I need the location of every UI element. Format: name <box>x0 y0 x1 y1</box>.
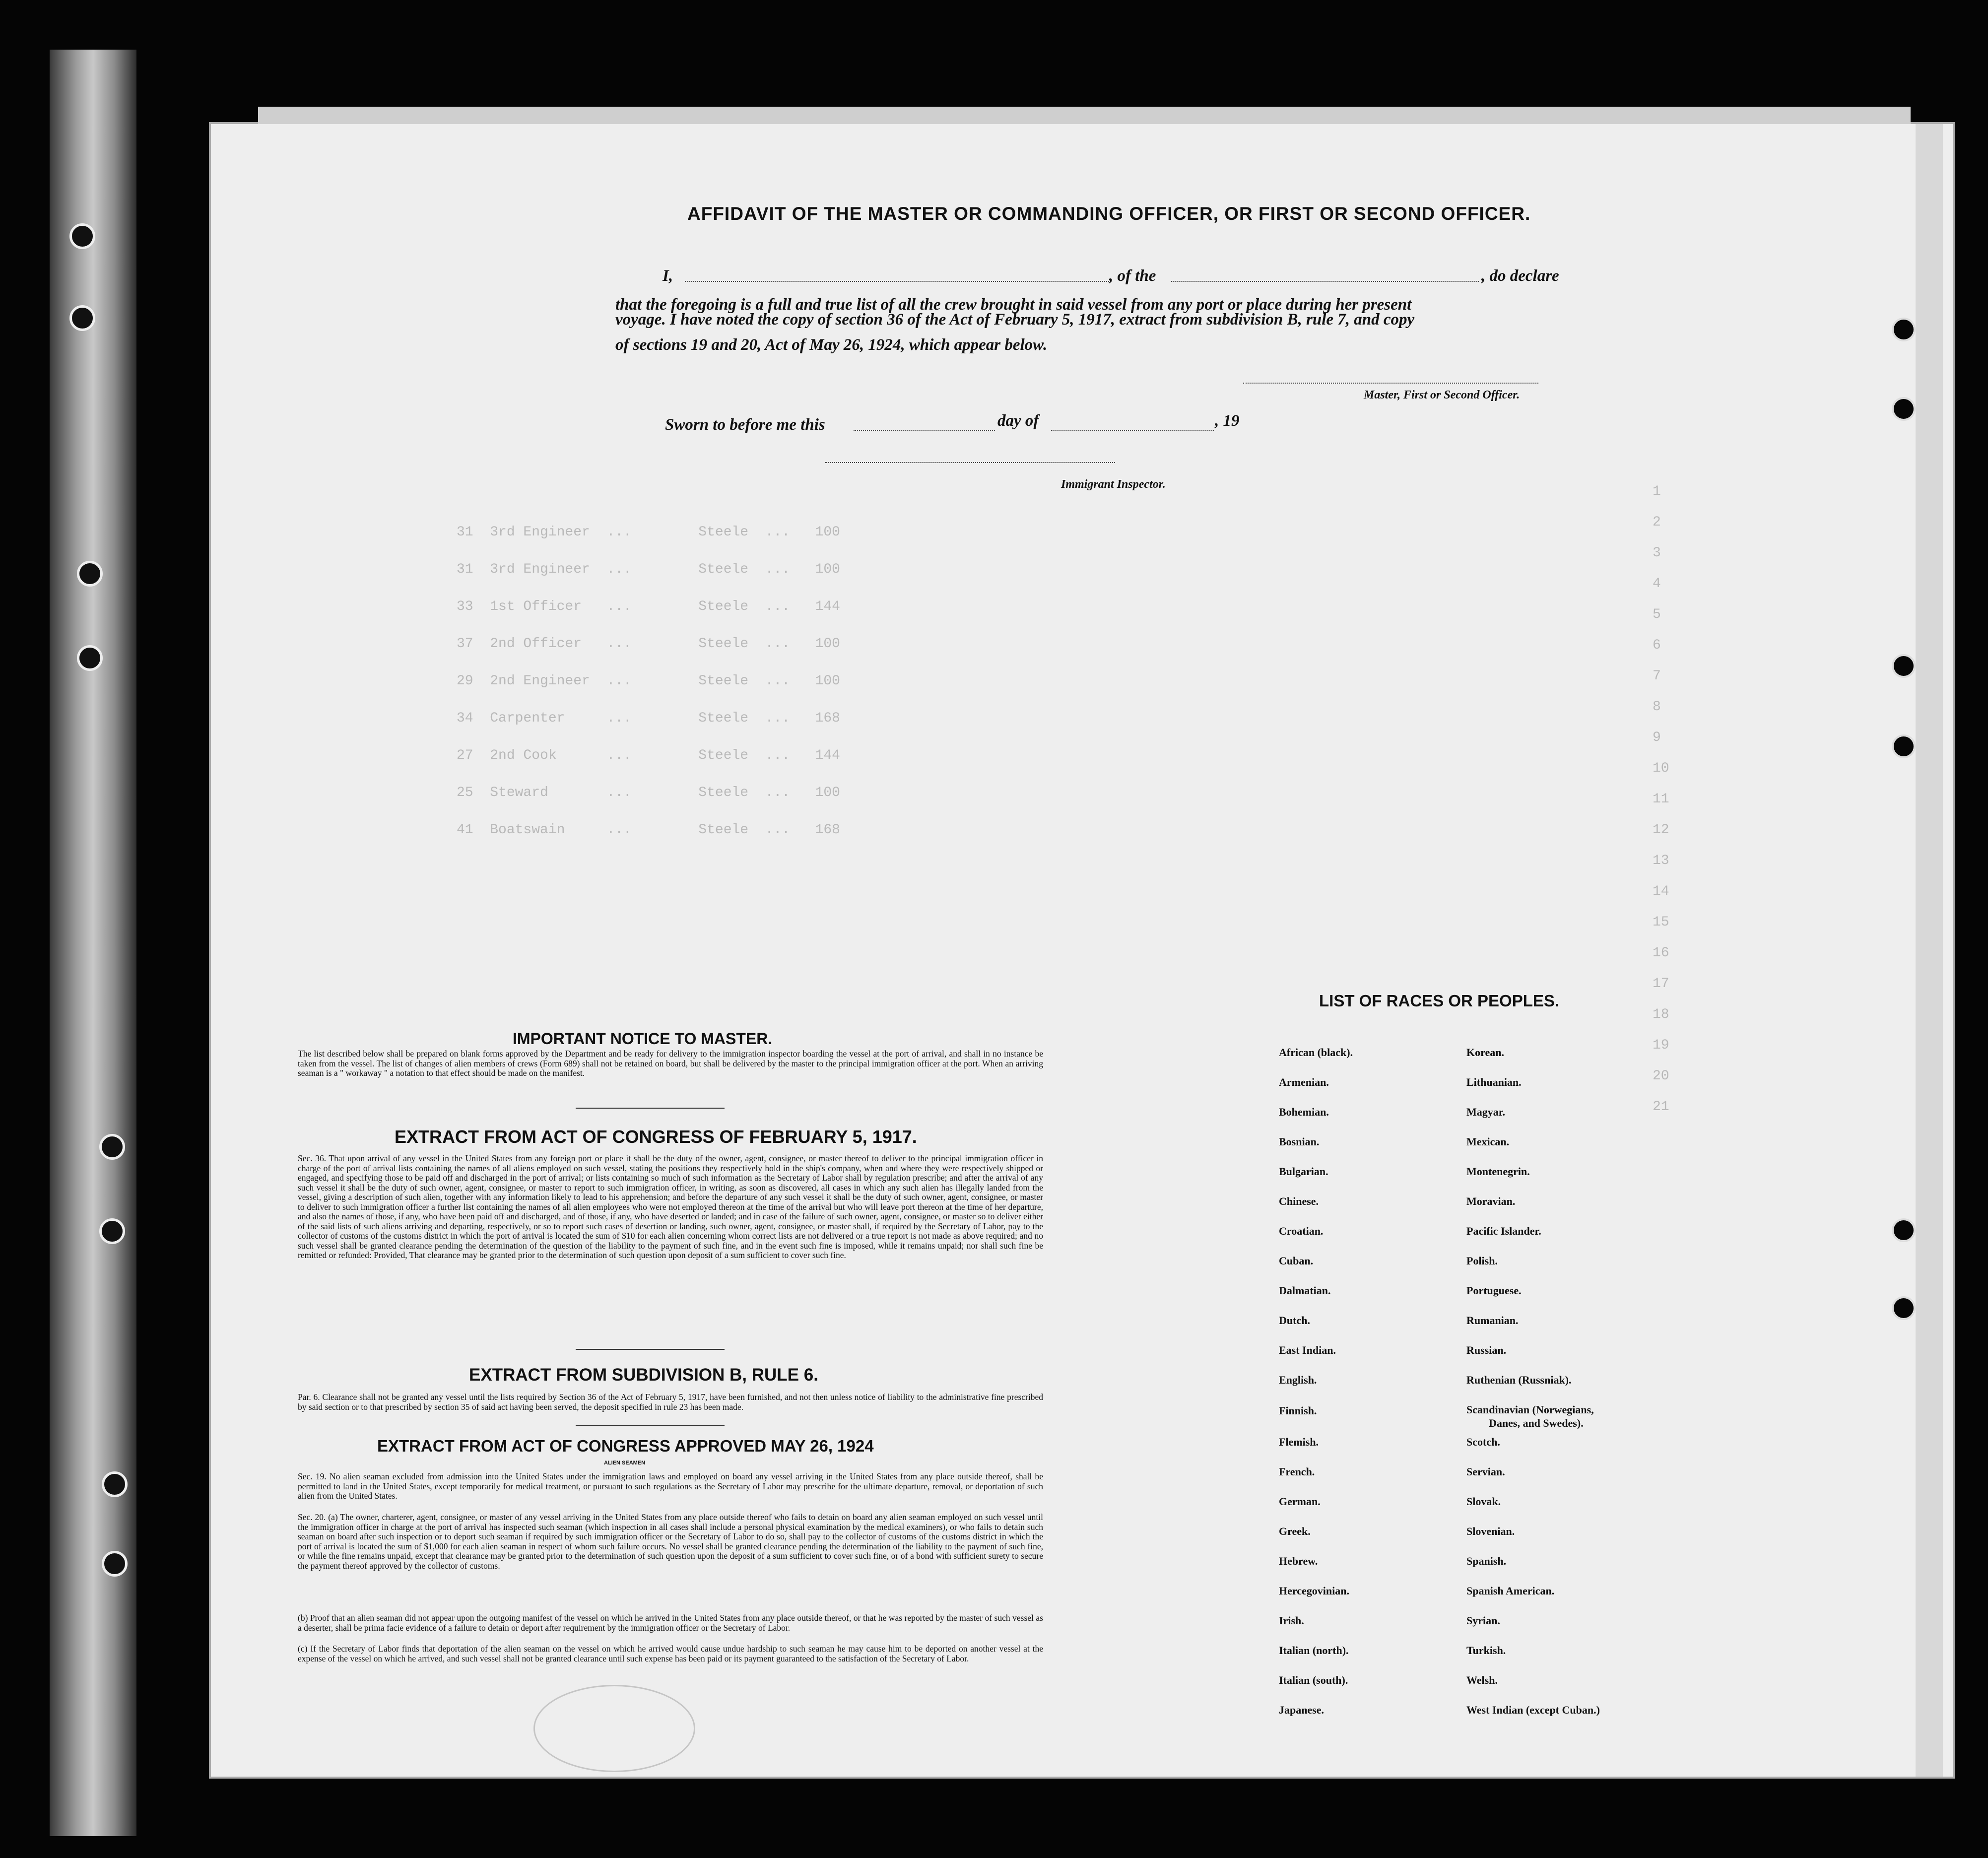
name-blank <box>685 281 1109 282</box>
race-item: Bulgarian. <box>1279 1165 1328 1178</box>
extract-rule6-title: EXTRACT FROM SUBDIVISION B, RULE 6. <box>469 1365 818 1385</box>
race-item: Pacific Islander. <box>1466 1225 1541 1237</box>
punch-hole <box>77 645 103 671</box>
race-item: African (black). <box>1279 1046 1353 1059</box>
race-item: Rumanian. <box>1466 1314 1519 1327</box>
race-item: Cuban. <box>1279 1255 1314 1267</box>
race-item: Dalmatian. <box>1279 1284 1331 1297</box>
race-item: English. <box>1279 1374 1317 1386</box>
day-of-text: day of <box>997 412 1039 430</box>
race-item: Polish. <box>1466 1255 1498 1267</box>
section-divider <box>576 1349 725 1350</box>
affidavit-do-declare: , do declare <box>1481 267 1559 285</box>
extract-1924-title: EXTRACT FROM ACT OF CONGRESS APPROVED MAY 26, 1924 <box>377 1437 874 1455</box>
race-item: Bohemian. <box>1279 1106 1329 1118</box>
faint-stamp <box>533 1685 695 1772</box>
race-item: Japanese. <box>1279 1704 1325 1716</box>
punch-hole <box>77 561 103 587</box>
race-item: Portuguese. <box>1466 1284 1522 1297</box>
notice-body: The list described below shall be prepared on blank forms approved by the Department and be ready for delivery to the immigration inspector boarding the vessel at the port of arrival, and shall in no instance be taken from the vessel. The list of changes of alien members of crews (Form 689) shall not be retained on board, but shall be delivered by the master to the principal immigration officer at the port. When an arriving seaman is a " workaway " a notation to that effect should be made on the manifest. <box>298 1049 1043 1078</box>
binder-hole <box>1892 318 1916 341</box>
race-item: Danes, and Swedes). <box>1489 1417 1584 1429</box>
race-item: Turkish. <box>1466 1644 1506 1657</box>
race-item: Scotch. <box>1466 1436 1500 1448</box>
vessel-blank <box>1171 281 1479 282</box>
race-item: Spanish. <box>1466 1555 1507 1567</box>
extract-rule6-body: Par. 6. Clearance shall not be granted any vessel until the lists required by Section 36 of the Act of February 5, 1917, have been furnished, and not then unless notice of liability to the administrative fine prescribed by said section or to that prescribed by section 35 of said act having been served, the deposit specified in rule 23 has been made. <box>298 1392 1043 1412</box>
race-item: Ruthenian (Russniak). <box>1466 1374 1572 1386</box>
inspector-signature-label: Immigrant Inspector. <box>1061 478 1166 491</box>
year-prefix-text: , 19 <box>1215 412 1240 430</box>
inspector-signature-blank <box>825 462 1115 463</box>
extract-1924-sec20b: (b) Proof that an alien seaman did not appear upon the outgoing manifest of the vessel on which he arrived in the United States from any place outside thereof, or that he was reported by the master of such vessel as a deserter, shall be prima facie evidence of a failure to detain or deport after requirement by the immigration officer or the Secretary of Labor. <box>298 1613 1043 1633</box>
race-item: Slovak. <box>1466 1495 1501 1508</box>
punch-hole <box>69 305 95 331</box>
affidavit-line-3: voyage. I have noted the copy of section 36 of the Act of February 5, 1917, extract from subdivision B, rule 7, and copy <box>615 311 1415 329</box>
master-signature-label: Master, First or Second Officer. <box>1364 389 1520 401</box>
race-item: Flemish. <box>1279 1436 1319 1448</box>
race-item: French. <box>1279 1465 1315 1478</box>
race-item: Scandinavian (Norwegians, <box>1466 1403 1594 1416</box>
extract-1917-body: Sec. 36. That upon arrival of any vessel in the United States from any foreign port or place it shall be the duty of the owner, agent, consignee, or master thereof to deliver to the principal immigration officer in charge of the port of arrival lists containing the names of all aliens employed on such vessel, stating the positions they respectively hold in the ship's company, when and where they were respectively shipped or engaged, and specifying those to be paid off and discharged in the port of arrival; or lists containing so much of such information as the Secretary of Labor shall by regulation prescribe; and after the arrival of any such vessel it shall be the duty of such owner, agent, consignee, or master to report to such immigration officer, in writing, as soon as discovered, all cases in which any such alien has illegally landed from the vessel, giving a description of such alien, together with any information likely to lead to his apprehension; and before the departure of any such vessel it shall be the duty of such owner, agent, consignee, or master to deliver to such immigration officer a further list containing the names of all alien employees who were not employed thereon at the time of the arrival but who will leave port thereon at the time of her departure, and also the names of those, if any, who have been paid off and discharged, and of those, if any, who have deserted or landed; and in case of the failure of such owner, agent, consignee, or master so to deliver either of the said lists of such aliens arriving and departing, respectively, or so to report such cases of desertion or landing, such owner, agent, consignee, or master shall, if required by the Secretary of Labor, pay to the collector of customs of the customs district in which the port of arrival is located the sum of $10 for each alien concerning whom correct lists are not delivered or a true report is not made as above required; and no such vessel shall be granted clearance pending the determination of the question of the liability to the payment of such fine, and in the event such fine is imposed, while it remains unpaid; nor shall such fine be remitted or refunded: Provided, That clearance may be granted prior to the determination of such question upon deposit of a sum sufficient to cover such fine. <box>298 1153 1043 1260</box>
section-divider <box>576 1108 725 1109</box>
sworn-day-blank <box>854 430 995 431</box>
binder-hole <box>1892 397 1916 421</box>
affidavit-i-prefix: I, <box>663 267 673 285</box>
race-item: Korean. <box>1466 1046 1504 1059</box>
binder-hole <box>1892 1218 1916 1242</box>
punch-hole <box>102 1471 128 1497</box>
race-item: Servian. <box>1466 1465 1505 1478</box>
race-item: Bosnian. <box>1279 1135 1320 1148</box>
bleed-through-text: 31 3rd Engineer ... Steele ... 100 31 3rd Engineer ... Steele ... 100 33 1st Officer ... Steele ... 144 37 2nd Officer ... Steele ... 100 29 2nd Engineer ... Steele ... 100 34 Carpenter ... Steele ... 168 27 2nd Cook ... Steele ... 144 25 Steward ... Steele ... 100 41 Boatswain ... Steele ... 168 <box>457 525 840 838</box>
race-item: Chinese. <box>1279 1195 1319 1207</box>
race-item: Mexican. <box>1466 1135 1510 1148</box>
notice-title: IMPORTANT NOTICE TO MASTER. <box>513 1030 773 1048</box>
race-item: Croatian. <box>1279 1225 1324 1237</box>
races-title: LIST OF RACES OR PEOPLES. <box>1319 992 1560 1010</box>
race-item: West Indian (except Cuban.) <box>1466 1704 1600 1716</box>
section-divider <box>576 1425 725 1426</box>
extract-1917-title: EXTRACT FROM ACT OF CONGRESS OF FEBRUARY 5, 1917. <box>395 1127 917 1147</box>
race-item: Montenegrin. <box>1466 1165 1530 1178</box>
binder-hole <box>1892 734 1916 758</box>
affidavit-line-2: that the foregoing is a full and true list of all the crew brought in said vessel from any port or place during her present <box>615 296 1412 314</box>
binder-hole <box>1892 1296 1916 1320</box>
punch-hole <box>99 1218 125 1244</box>
bleed-through-text: 1 2 3 4 5 6 7 8 9 10 11 12 13 14 15 16 17 18 19 20 21 <box>1653 484 1669 1115</box>
race-item: Welsh. <box>1466 1674 1498 1686</box>
sworn-month-blank <box>1051 430 1214 431</box>
extract-1924-sec20c: (c) If the Secretary of Labor finds that deportation of the alien seaman on the vessel on which he arrived would cause undue hardship to such seaman he may cause him to be deported on another vessel at the expense of the vessel on which he arrived, and such vessel shall not be granted clearance until such expense has been paid or its payment guaranteed to the satisfaction of the Secretary of Labor. <box>298 1644 1043 1663</box>
punch-hole <box>102 1551 128 1577</box>
race-item: Magyar. <box>1466 1106 1506 1118</box>
race-item: Moravian. <box>1466 1195 1516 1207</box>
race-item: East Indian. <box>1279 1344 1336 1356</box>
affidavit-line-4: of sections 19 and 20, Act of May 26, 1924, which appear below. <box>615 336 1048 354</box>
binder-hole <box>1892 654 1916 678</box>
sworn-text: Sworn to before me this <box>665 416 825 434</box>
race-item: German. <box>1279 1495 1321 1508</box>
race-item: Hercegovinian. <box>1279 1585 1349 1597</box>
punch-hole <box>69 223 95 249</box>
page-edge <box>258 107 1911 124</box>
affidavit-of-the: , of the <box>1109 267 1156 285</box>
race-item: Hebrew. <box>1279 1555 1318 1567</box>
race-item: Dutch. <box>1279 1314 1310 1327</box>
race-item: Greek. <box>1279 1525 1311 1537</box>
race-item: Lithuanian. <box>1466 1076 1522 1088</box>
affidavit-title: AFFIDAVIT OF THE MASTER OR COMMANDING OFFICER, OR FIRST OR SECOND OFFICER. <box>687 203 1531 224</box>
race-item: Spanish American. <box>1466 1585 1555 1597</box>
extract-1924-subtitle: ALIEN SEAMEN <box>604 1460 646 1466</box>
race-item: Armenian. <box>1279 1076 1329 1088</box>
extract-1924-sec20a: Sec. 20. (a) The owner, charterer, agent, consignee, or master of any vessel arriving in the United States from any place outside thereof who fails to detain on board any alien seaman employed on such vessel until the immigration officer in charge at the port of arrival has inspected such seaman (which inspection in all cases shall include a personal physical examination by the medical examiners), or who fails to detain such seaman on board after such inspection or to deport such seaman if required by such immigration officer or the Secretary of Labor to do so, shall pay to the collector of customs of the customs district in which the port of arrival is located the sum of $1,000 for each alien seaman in respect of whom such failure occurs. No vessel shall be granted clearance pending the determination of the liability to the payment of such fine, or while the fine remains unpaid, except that clearance may be granted prior to the determination of such question upon the deposit of a sum sufficient to cover such fine, or of a bond with sufficient surety to secure the payment thereof approved by the collector of customs. <box>298 1512 1043 1571</box>
race-item: Slovenian. <box>1466 1525 1515 1537</box>
race-item: Italian (north). <box>1279 1644 1349 1657</box>
punch-hole <box>99 1134 125 1160</box>
race-item: Finnish. <box>1279 1404 1317 1417</box>
master-signature-blank <box>1243 383 1538 384</box>
race-item: Russian. <box>1466 1344 1507 1356</box>
extract-1924-sec19: Sec. 19. No alien seaman excluded from admission into the United States under the immigration laws and employed on board any vessel arriving in the United States from any place outside thereof, shall be permitted to land in the United States, except temporarily for medical treatment, or pursuant to such regulations as the Secretary of Labor may prescribe for the ultimate departure, removal, or deportation of such alien from the United States. <box>298 1471 1043 1501</box>
page-edge <box>1916 124 1943 1777</box>
race-item: Italian (south). <box>1279 1674 1348 1686</box>
race-item: Syrian. <box>1466 1614 1500 1627</box>
race-item: Irish. <box>1279 1614 1304 1627</box>
